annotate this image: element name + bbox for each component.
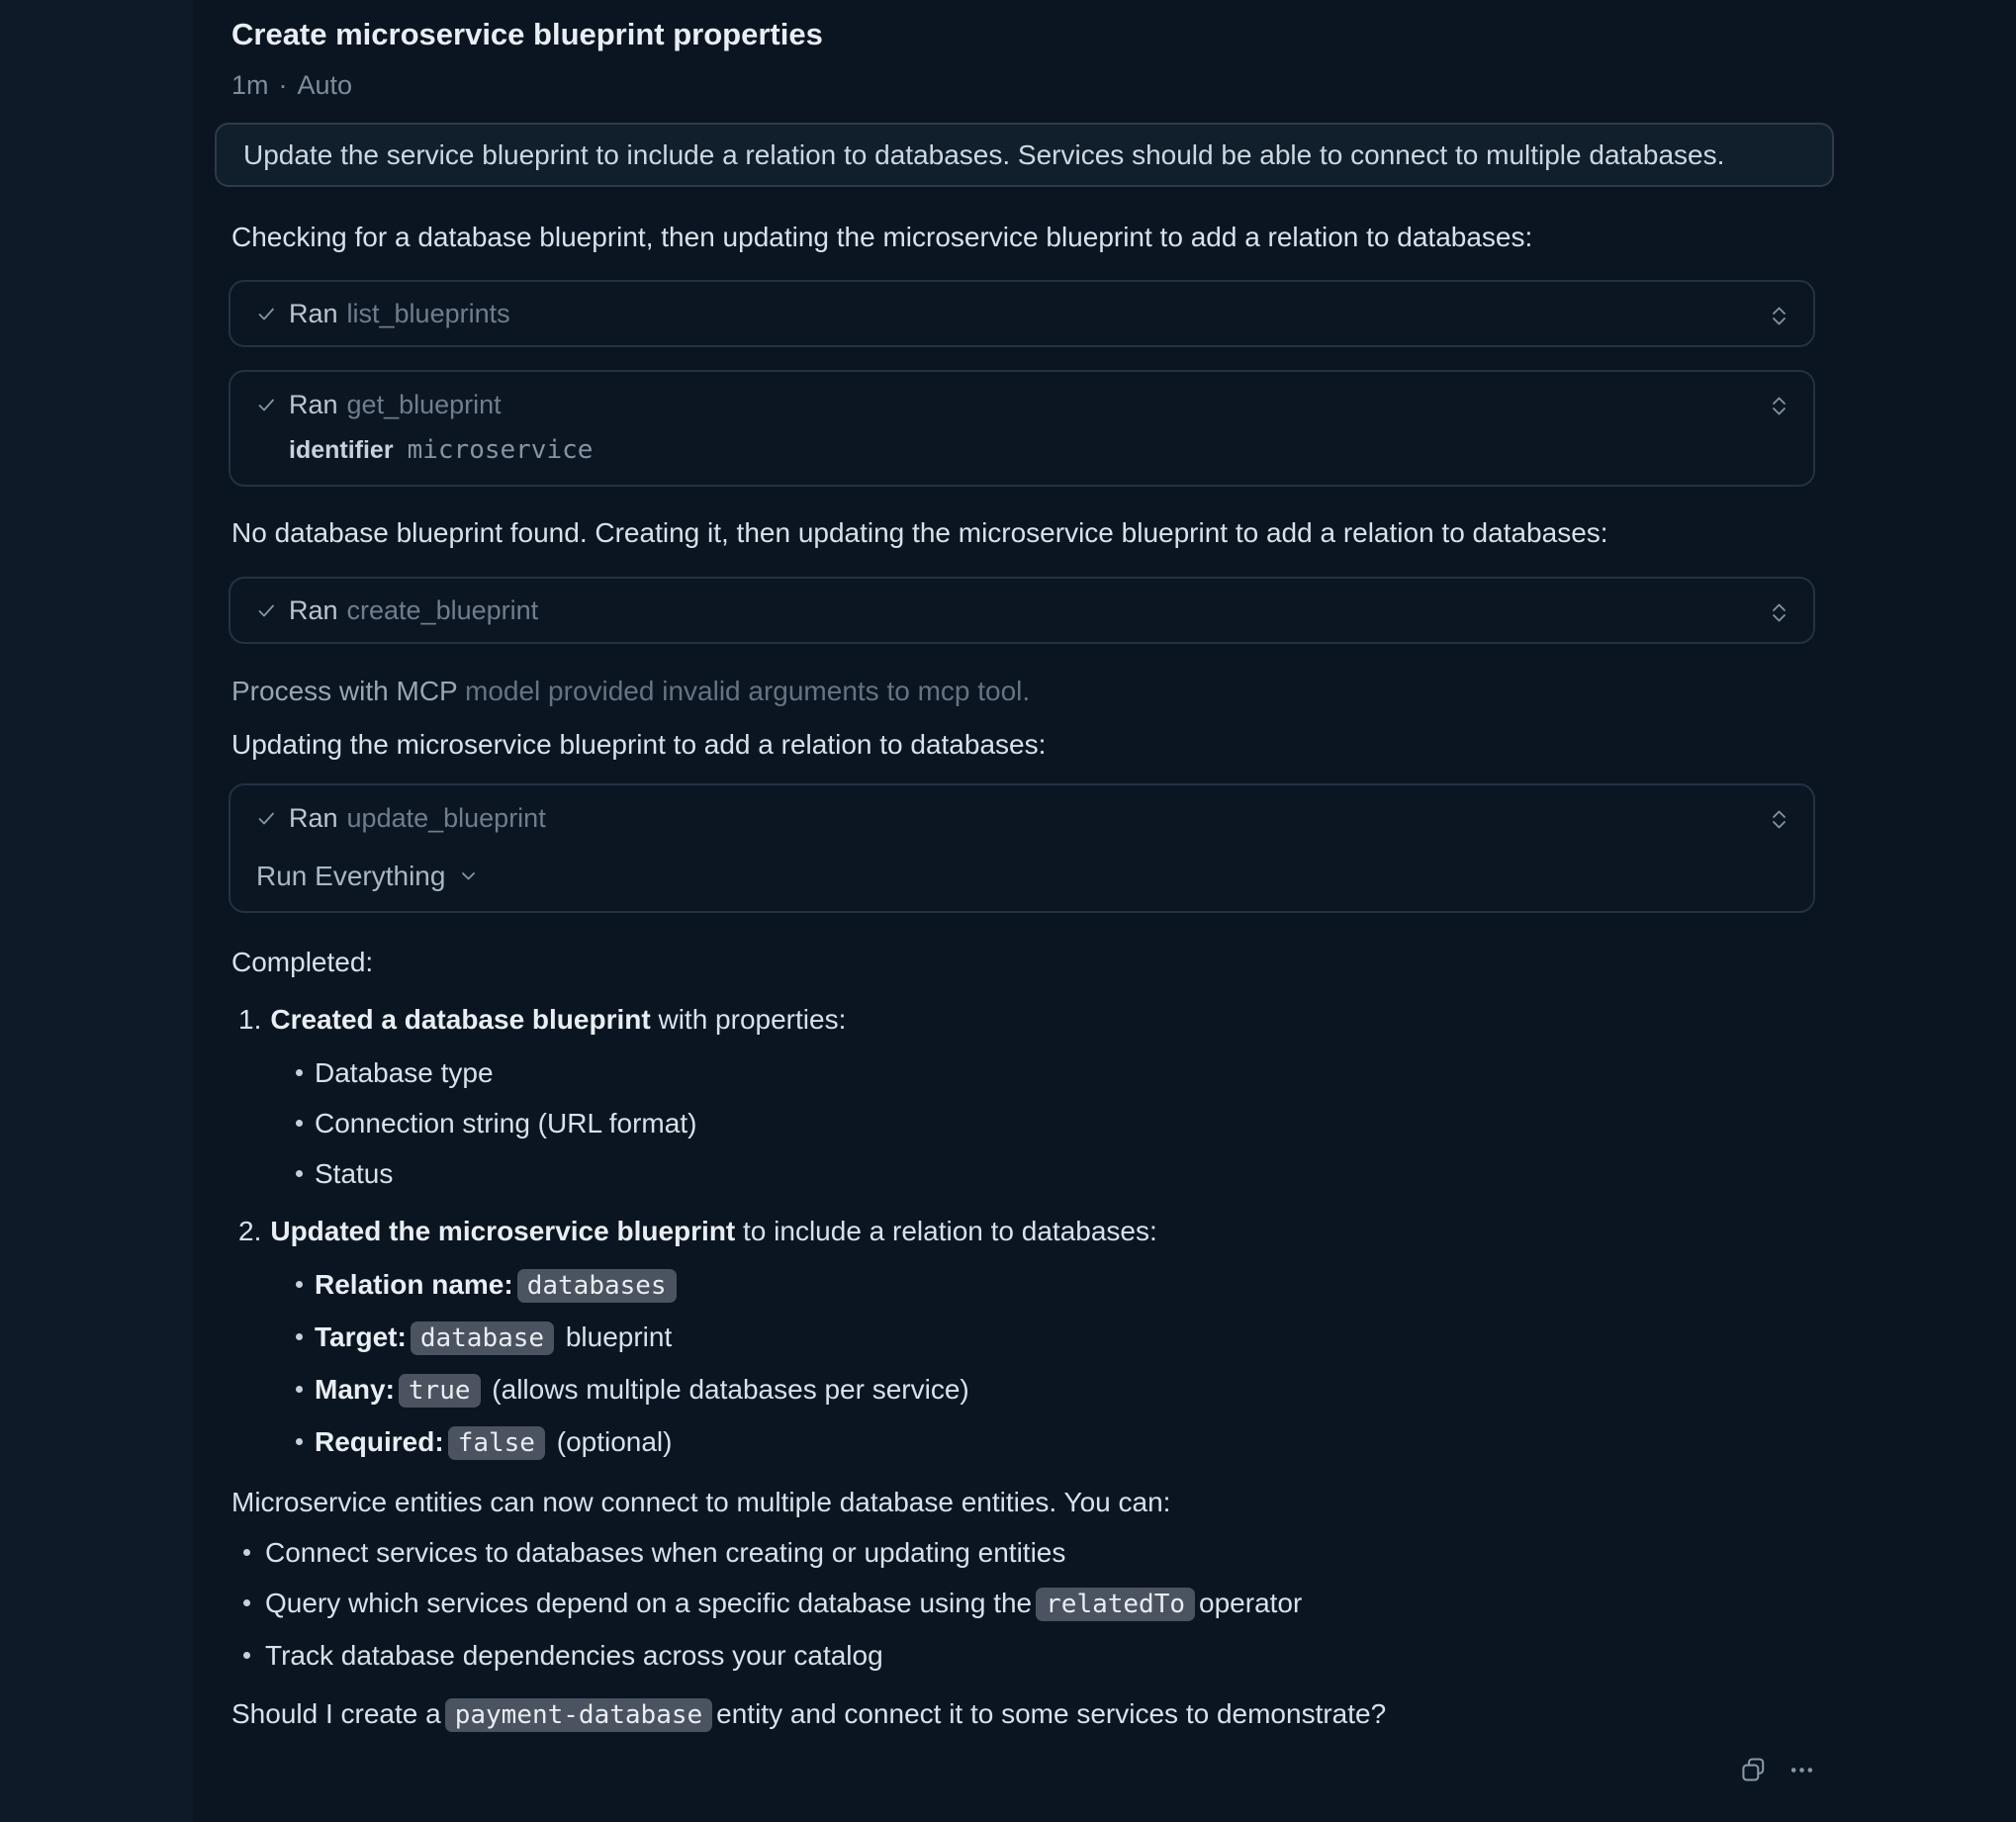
tool-status-label: Ran: [289, 802, 338, 833]
item-number: 1.: [238, 1004, 262, 1035]
expand-icon[interactable]: [1768, 807, 1790, 832]
checkmark-icon: [256, 395, 277, 415]
more-options-button[interactable]: [1788, 1757, 1815, 1783]
bullet-dot: [296, 1333, 303, 1340]
run-mode: Auto: [297, 70, 353, 100]
checkmark-icon: [256, 600, 277, 621]
bullet-dot: [243, 1549, 250, 1556]
tool-name-label: create_blueprint: [346, 594, 539, 625]
bullet-label: Required:: [315, 1426, 444, 1457]
tool-status-label: Ran: [289, 389, 338, 419]
tool-name-label: get_blueprint: [346, 389, 502, 419]
bullet-dot: [296, 1069, 303, 1076]
item-1-bullet-list: [215, 1056, 1834, 1190]
list-item: [215, 1321, 1834, 1355]
ellipsis-icon: [1788, 1757, 1815, 1783]
assistant-paragraph-completed: Completed:: [231, 947, 374, 977]
checkmark-icon: [256, 808, 277, 829]
capabilities-bullet-list: [215, 1536, 1834, 1672]
user-message-text: Update the service blueprint to include a relation to databases. Services should be able to connect to multiple databases.: [243, 139, 1725, 170]
closing-prefix: Should I create a: [231, 1698, 441, 1729]
list-item: [215, 1056, 1834, 1089]
assistant-paragraph-updating: Updating the microservice blueprint to add a relation to databases:: [231, 729, 1047, 760]
parameter-name: identifier: [289, 435, 394, 464]
expand-icon[interactable]: [1768, 304, 1790, 328]
tool-call-list-blueprints[interactable]: [229, 280, 1815, 347]
numbered-item-2: [231, 1215, 1834, 1247]
bullet-suffix: operator: [1199, 1588, 1303, 1618]
bullet-text: Database type: [315, 1057, 494, 1088]
bullet-text: Connection string (URL format): [315, 1108, 697, 1139]
run-everything-label: Run Everything: [256, 861, 446, 891]
bullet-dot: [243, 1599, 250, 1606]
parameter-value: microservice: [407, 435, 594, 465]
list-item: [215, 1536, 1834, 1569]
bullet-suffix: blueprint: [558, 1321, 673, 1352]
bullet-label: Target:: [315, 1321, 407, 1352]
error-message: model provided invalid arguments to mcp tool.: [465, 676, 1031, 706]
chevron-down-icon: [458, 865, 479, 886]
bullet-text: Query which services depend on a specific database using the: [265, 1588, 1033, 1618]
list-item: [215, 1157, 1834, 1190]
code-chip: databases: [517, 1269, 677, 1303]
closing-suffix: entity and connect it to some services to demonstrate?: [716, 1698, 1387, 1729]
tool-status-label: Ran: [289, 298, 338, 328]
meta-separator: ·: [278, 70, 288, 100]
tool-name-label: update_blueprint: [346, 802, 546, 833]
error-prefix: Process with MCP: [231, 676, 458, 706]
tool-call-create-blueprint[interactable]: [229, 577, 1815, 644]
list-item: [215, 1639, 1834, 1672]
bullet-dot: [296, 1120, 303, 1127]
run-everything-dropdown[interactable]: [256, 860, 479, 892]
assistant-paragraph-checking: Checking for a database blueprint, then updating the microservice blueprint to add a relation to databases:: [231, 222, 1533, 252]
item-bold-text: Created a database blueprint: [270, 1004, 651, 1035]
bullet-suffix: (optional): [548, 1426, 673, 1457]
run-duration: 1m: [231, 70, 269, 100]
numbered-item-1: [231, 1003, 1834, 1036]
code-chip: false: [448, 1426, 545, 1460]
page-title: Create microservice blueprint properties: [231, 17, 823, 51]
bullet-dot: [296, 1281, 303, 1288]
bullet-dot: [296, 1170, 303, 1177]
tool-parameter-row: [256, 434, 1787, 466]
list-item: [215, 1373, 1834, 1408]
assistant-paragraph-no-database: No database blueprint found. Creating it, then updating the microservice blueprint to add a relation to databases:: [231, 517, 1608, 548]
bullet-dot: [296, 1386, 303, 1393]
list-item: [215, 1107, 1834, 1139]
bullet-dot: [296, 1438, 303, 1445]
code-chip: relatedTo: [1036, 1588, 1195, 1621]
item-number: 2.: [238, 1216, 262, 1246]
bullet-text: Connect services to databases when creating or updating entities: [265, 1537, 1066, 1568]
expand-icon[interactable]: [1768, 394, 1790, 418]
mcp-error-notice: [231, 675, 1834, 707]
bullet-dot: [243, 1652, 250, 1659]
tool-call-get-blueprint[interactable]: [229, 370, 1815, 487]
code-chip: payment-database: [445, 1698, 712, 1732]
checkmark-icon: [256, 304, 277, 324]
conversation-thread: [215, 16, 1834, 1785]
list-item: [215, 1425, 1834, 1460]
user-message: [215, 123, 1834, 187]
tool-status-label: Ran: [289, 594, 338, 625]
item-2-bullet-list: [215, 1268, 1834, 1460]
tool-call-update-blueprint[interactable]: [229, 783, 1815, 913]
expand-icon[interactable]: [1768, 600, 1790, 625]
code-chip: database: [411, 1321, 554, 1355]
tool-name-label: list_blueprints: [346, 298, 510, 328]
assistant-paragraph-closing: [231, 1697, 1834, 1732]
item-rest-text: to include a relation to databases:: [735, 1216, 1157, 1246]
copy-icon: [1738, 1755, 1769, 1785]
run-meta: [231, 69, 1834, 101]
chat-panel: [193, 0, 2016, 1822]
assistant-paragraph-entities: Microservice entities can now connect to multiple database entities. You can:: [231, 1487, 1171, 1517]
copy-button[interactable]: [1738, 1755, 1769, 1785]
bullet-suffix: (allows multiple databases per service): [484, 1374, 969, 1405]
item-bold-text: Updated the microservice blueprint: [270, 1216, 736, 1246]
list-item: [215, 1268, 1834, 1303]
bullet-text: Track database dependencies across your catalog: [265, 1640, 883, 1671]
item-rest-text: with properties:: [650, 1004, 847, 1035]
list-item: [215, 1587, 1834, 1621]
message-actions: [229, 1755, 1815, 1785]
bullet-label: Relation name:: [315, 1269, 513, 1300]
bullet-label: Many:: [315, 1374, 395, 1405]
code-chip: true: [399, 1374, 481, 1408]
bullet-text: Status: [315, 1158, 394, 1189]
